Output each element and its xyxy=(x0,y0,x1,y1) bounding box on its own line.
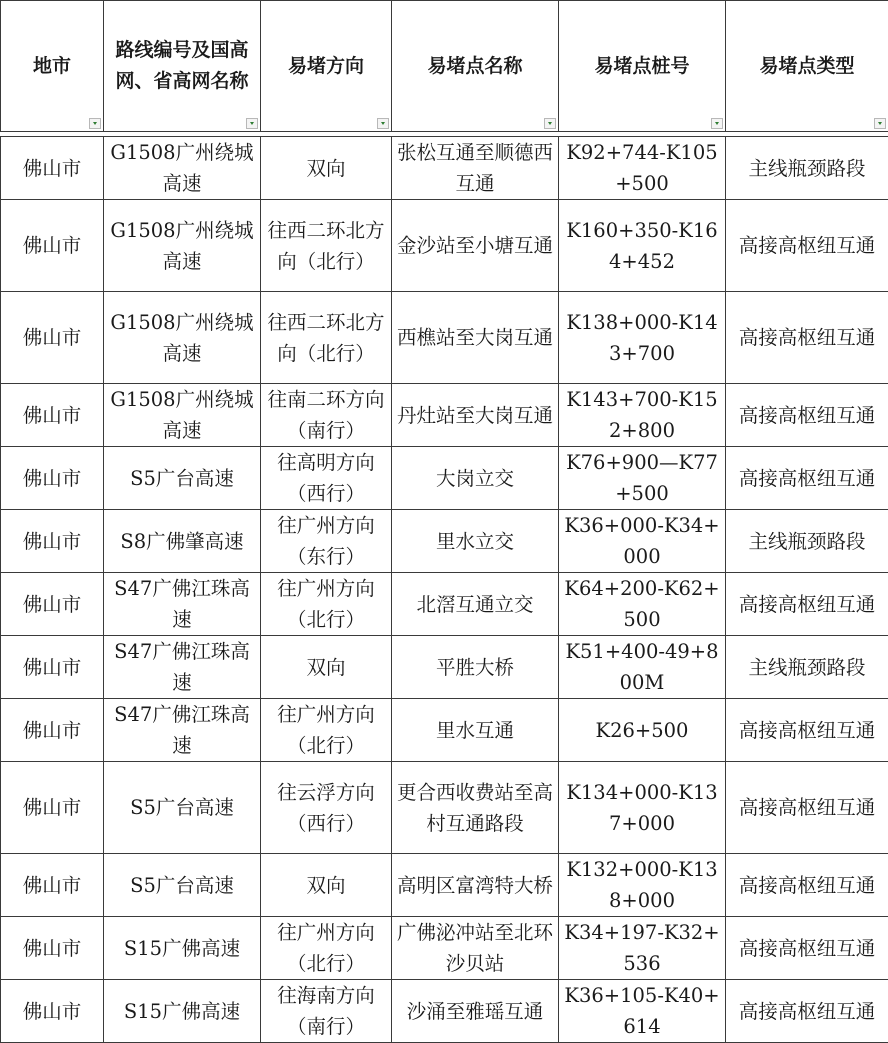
cell-type[interactable]: 高接高枢纽互通 xyxy=(726,917,888,980)
cell-stake[interactable]: K36+105-K40+614 xyxy=(559,980,726,1043)
cell-direction[interactable]: 往高明方向（西行） xyxy=(261,447,392,510)
cell-stake[interactable]: K64+200-K62+500 xyxy=(559,573,726,636)
table-row xyxy=(1,854,888,917)
header-point-name xyxy=(392,1,559,132)
table-row xyxy=(1,447,888,510)
cell-city[interactable]: 佛山市 xyxy=(1,447,104,510)
cell-type[interactable]: 高接高枢纽互通 xyxy=(726,573,888,636)
cell-direction[interactable]: 往广州方向（北行） xyxy=(261,573,392,636)
cell-stake[interactable]: K34+197-K32+536 xyxy=(559,917,726,980)
cell-name[interactable]: 更合西收费站至高村互通路段 xyxy=(392,762,559,854)
cell-type[interactable]: 高接高枢纽互通 xyxy=(726,980,888,1043)
cell-name[interactable]: 丹灶站至大岗互通 xyxy=(392,384,559,447)
cell-name[interactable]: 里水互通 xyxy=(392,699,559,762)
cell-direction[interactable]: 往西二环北方向（北行） xyxy=(261,292,392,384)
table-row xyxy=(1,980,888,1043)
filter-dropdown-icon[interactable] xyxy=(711,118,723,129)
cell-name[interactable]: 里水立交 xyxy=(392,510,559,573)
header-label: 路线编号及国高网、省高网名称 xyxy=(115,39,248,92)
cell-name[interactable]: 广佛泌冲站至北环沙贝站 xyxy=(392,917,559,980)
filter-dropdown-icon[interactable] xyxy=(89,118,101,129)
cell-type[interactable]: 主线瓶颈路段 xyxy=(726,137,888,200)
cell-name[interactable]: 张松互通至顺德西互通 xyxy=(392,137,559,200)
cell-route[interactable]: S15广佛高速 xyxy=(104,980,261,1043)
cell-name[interactable]: 金沙站至小塘互通 xyxy=(392,200,559,292)
cell-route[interactable]: G1508广州绕城高速 xyxy=(104,292,261,384)
cell-route[interactable]: S5广台高速 xyxy=(104,762,261,854)
header-stake xyxy=(559,1,726,132)
table-row xyxy=(1,636,888,699)
cell-stake[interactable]: K92+744-K105+500 xyxy=(559,137,726,200)
cell-direction[interactable]: 往云浮方向（西行） xyxy=(261,762,392,854)
cell-direction[interactable]: 双向 xyxy=(261,137,392,200)
header-city xyxy=(1,1,104,132)
header-route xyxy=(104,1,261,132)
table-row xyxy=(1,292,888,384)
table-row xyxy=(1,762,888,854)
cell-route[interactable]: G1508广州绕城高速 xyxy=(104,200,261,292)
table-row xyxy=(1,510,888,573)
cell-name[interactable]: 西樵站至大岗互通 xyxy=(392,292,559,384)
cell-type[interactable]: 高接高枢纽互通 xyxy=(726,292,888,384)
cell-name[interactable]: 北滘互通立交 xyxy=(392,573,559,636)
cell-city[interactable]: 佛山市 xyxy=(1,917,104,980)
table-body xyxy=(1,137,888,1043)
cell-city[interactable]: 佛山市 xyxy=(1,384,104,447)
cell-stake[interactable]: K138+000-K143+700 xyxy=(559,292,726,384)
cell-city[interactable]: 佛山市 xyxy=(1,854,104,917)
cell-route[interactable]: S5广台高速 xyxy=(104,854,261,917)
cell-type[interactable]: 高接高枢纽互通 xyxy=(726,854,888,917)
cell-city[interactable]: 佛山市 xyxy=(1,699,104,762)
cell-stake[interactable]: K51+400-49+800M xyxy=(559,636,726,699)
cell-city[interactable]: 佛山市 xyxy=(1,636,104,699)
cell-city[interactable]: 佛山市 xyxy=(1,762,104,854)
table-row xyxy=(1,137,888,200)
cell-type[interactable]: 高接高枢纽互通 xyxy=(726,699,888,762)
table-row xyxy=(1,384,888,447)
cell-route[interactable]: S15广佛高速 xyxy=(104,917,261,980)
cell-stake[interactable]: K26+500 xyxy=(559,699,726,762)
cell-city[interactable]: 佛山市 xyxy=(1,573,104,636)
table-row xyxy=(1,200,888,292)
filter-dropdown-icon[interactable] xyxy=(874,118,886,129)
cell-name[interactable]: 沙涌至雅瑶互通 xyxy=(392,980,559,1043)
cell-type[interactable]: 高接高枢纽互通 xyxy=(726,447,888,510)
header-row xyxy=(1,1,888,132)
header-label: 易堵方向 xyxy=(288,55,364,77)
header-label: 易堵点类型 xyxy=(759,55,854,77)
cell-stake[interactable]: K76+900—K77+500 xyxy=(559,447,726,510)
cell-type[interactable]: 高接高枢纽互通 xyxy=(726,200,888,292)
cell-city[interactable]: 佛山市 xyxy=(1,137,104,200)
cell-stake[interactable]: K143+700-K152+800 xyxy=(559,384,726,447)
cell-name[interactable]: 高明区富湾特大桥 xyxy=(392,854,559,917)
header-label: 易堵点名称 xyxy=(427,55,522,77)
cell-city[interactable]: 佛山市 xyxy=(1,980,104,1043)
cell-type[interactable]: 主线瓶颈路段 xyxy=(726,510,888,573)
filter-dropdown-icon[interactable] xyxy=(246,118,258,129)
cell-direction[interactable]: 往海南方向（南行） xyxy=(261,980,392,1043)
cell-direction[interactable]: 往广州方向（东行） xyxy=(261,510,392,573)
cell-direction[interactable]: 往广州方向（北行） xyxy=(261,699,392,762)
cell-route[interactable]: S8广佛肇高速 xyxy=(104,510,261,573)
table-row xyxy=(1,917,888,980)
header-type xyxy=(726,1,888,132)
filter-dropdown-icon[interactable] xyxy=(377,118,389,129)
cell-direction[interactable]: 双向 xyxy=(261,636,392,699)
cell-route[interactable]: S47广佛江珠高速 xyxy=(104,699,261,762)
cell-route[interactable]: G1508广州绕城高速 xyxy=(104,137,261,200)
cell-type[interactable]: 主线瓶颈路段 xyxy=(726,636,888,699)
header-direction xyxy=(261,1,392,132)
header-label: 地市 xyxy=(33,55,71,77)
cell-route[interactable]: G1508广州绕城高速 xyxy=(104,384,261,447)
cell-name[interactable]: 平胜大桥 xyxy=(392,636,559,699)
cell-stake[interactable]: K160+350-K164+452 xyxy=(559,200,726,292)
header-label: 易堵点桩号 xyxy=(594,55,689,77)
cell-stake[interactable]: K134+000-K137+000 xyxy=(559,762,726,854)
cell-direction[interactable]: 往广州方向（北行） xyxy=(261,917,392,980)
filter-dropdown-icon[interactable] xyxy=(544,118,556,129)
cell-direction[interactable]: 双向 xyxy=(261,854,392,917)
cell-type[interactable]: 高接高枢纽互通 xyxy=(726,762,888,854)
cell-city[interactable]: 佛山市 xyxy=(1,200,104,292)
cell-city[interactable]: 佛山市 xyxy=(1,292,104,384)
cell-type[interactable]: 高接高枢纽互通 xyxy=(726,384,888,447)
cell-stake[interactable]: K36+000-K34+000 xyxy=(559,510,726,573)
cell-direction[interactable]: 往南二环方向（南行） xyxy=(261,384,392,447)
cell-route[interactable]: S5广台高速 xyxy=(104,447,261,510)
cell-name[interactable]: 大岗立交 xyxy=(392,447,559,510)
table-row xyxy=(1,699,888,762)
cell-direction[interactable]: 往西二环北方向（北行） xyxy=(261,200,392,292)
cell-city[interactable]: 佛山市 xyxy=(1,510,104,573)
cell-stake[interactable]: K132+000-K138+000 xyxy=(559,854,726,917)
cell-route[interactable]: S47广佛江珠高速 xyxy=(104,636,261,699)
table-row xyxy=(1,573,888,636)
cell-route[interactable]: S47广佛江珠高速 xyxy=(104,573,261,636)
